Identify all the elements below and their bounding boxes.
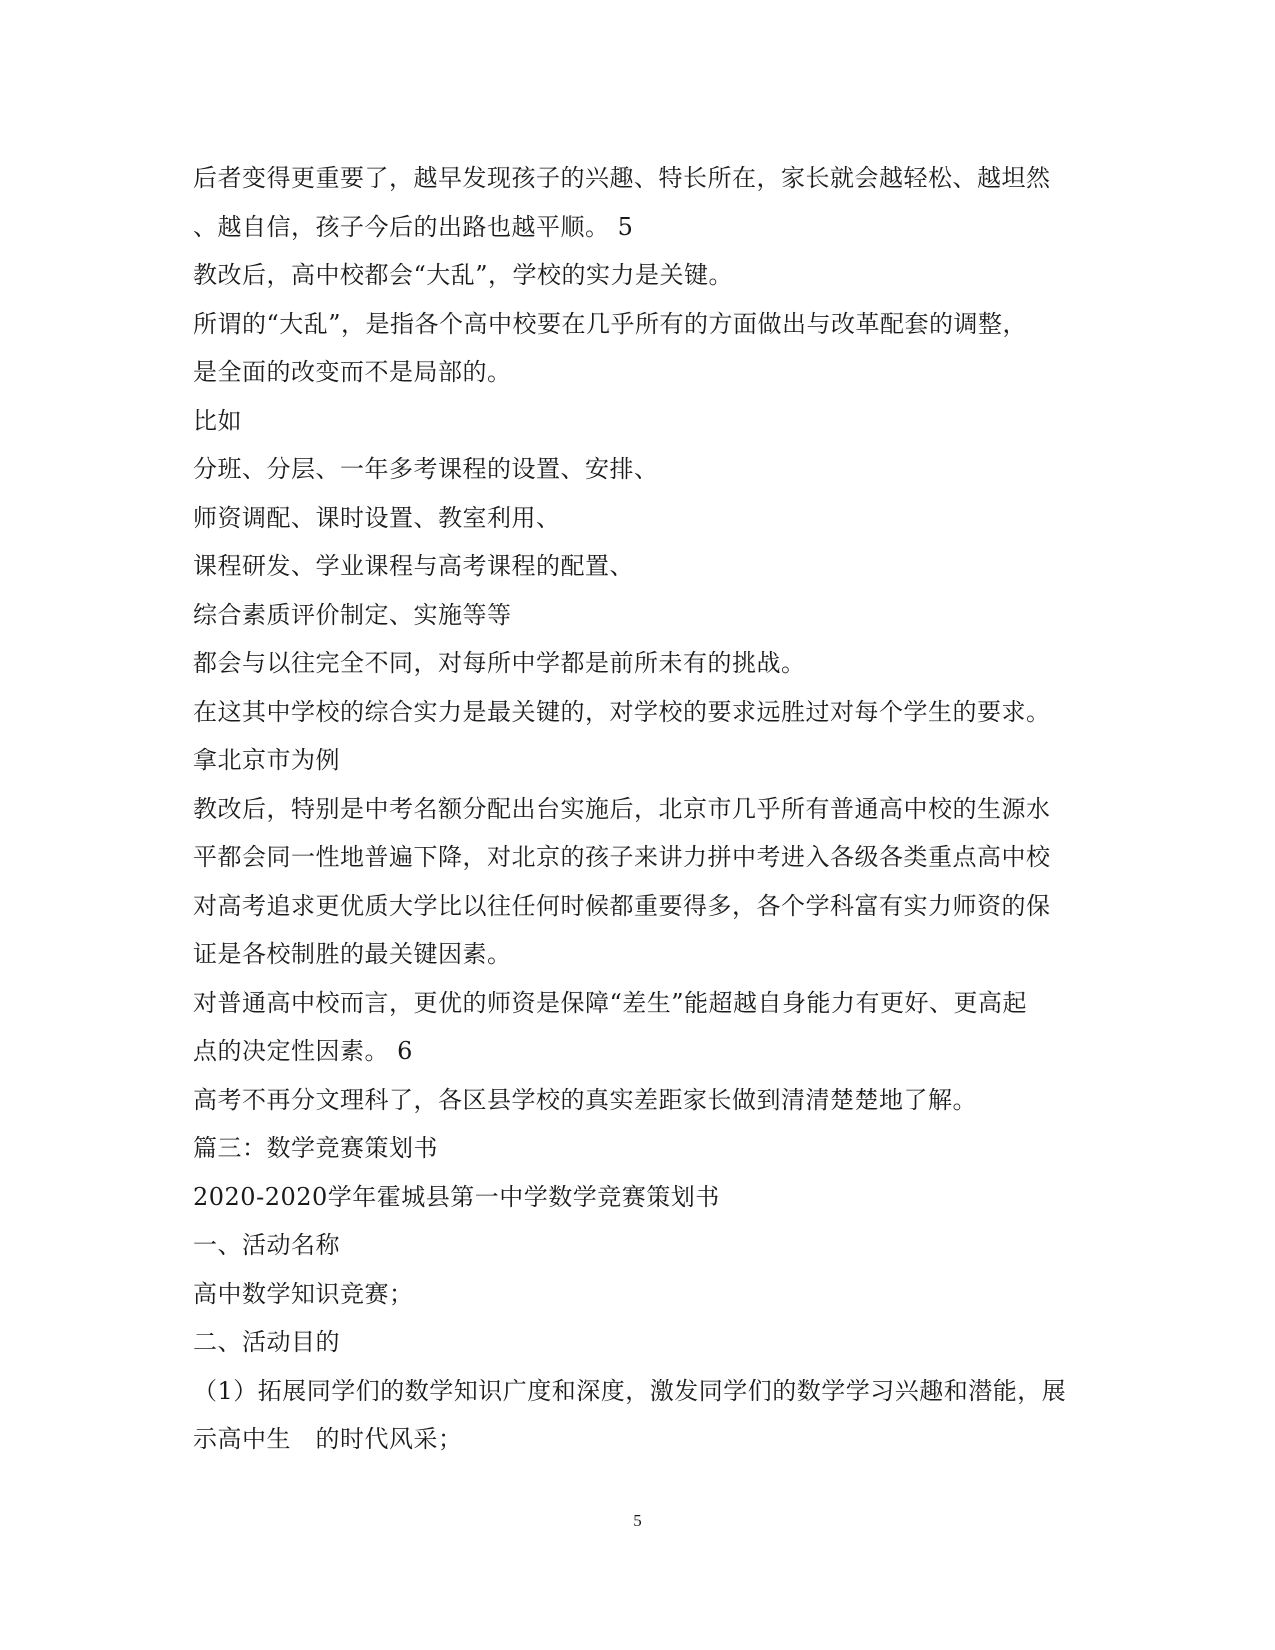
text-line: 分班、分层、一年多考课程的设置、安排、 — [193, 455, 659, 483]
text-line: 示高中生 的时代风采； — [193, 1425, 463, 1453]
text-line: 都会与以往完全不同，对每所中学都是前所未有的挑战。 — [193, 649, 806, 677]
text-line: 在这其中学校的综合实力是最关键的，对学校的要求远胜过对每个学生的要求。 — [193, 697, 1051, 726]
text-line: 所谓的“大乱”，是指各个高中校要在几乎所有的方面做出与改革配套的调整， — [193, 309, 1028, 338]
section-heading: 篇三：数学竞赛策划书 — [193, 1134, 438, 1162]
text-line: 比如 — [193, 406, 242, 435]
text-line: 对高考追求更优质大学比以往任何时候都重要得多，各个学科富有实力师资的保 — [193, 891, 1051, 920]
text-line: 教改后，高中校都会“大乱”，学校的实力是关键。 — [193, 261, 734, 289]
text-line: 对普通高中校而言，更优的师资是保障“差生”能超越自身能力有更好、更高起 — [193, 988, 1028, 1017]
subsection-heading: 二、活动目的 — [193, 1328, 340, 1356]
text-line: 平都会同一性地普遍下降，对北京的孩子来讲力拼中考进入各级各类重点高中校 — [193, 843, 1051, 871]
subsection-heading: 一、活动名称 — [193, 1231, 340, 1259]
text-line: 高考不再分文理科了，各区县学校的真实差距家长做到清清楚楚地了解。 — [193, 1085, 977, 1114]
text-line: 拿北京市为例 — [193, 746, 340, 774]
text-line: 点的决定性因素。 6 — [193, 1037, 413, 1065]
text-line: 高中数学知识竞赛； — [193, 1279, 414, 1308]
text-line: （1）拓展同学们的数学知识广度和深度，激发同学们的数学学习兴趣和潜能，展 — [193, 1376, 1067, 1405]
text-line: 师资调配、课时设置、教室利用、 — [193, 503, 561, 532]
text-line: 证是各校制胜的最关键因素。 — [193, 940, 512, 968]
text-line: 是全面的改变而不是局部的。 — [193, 358, 512, 386]
text-line: 、越自信，孩子今后的出路也越平顺。 5 — [193, 212, 634, 241]
page-number: 5 — [633, 1511, 642, 1530]
text-line: 课程研发、学业课程与高考课程的配置、 — [193, 552, 634, 580]
text-line: 后者变得更重要了，越早发现孩子的兴趣、特长所在，家长就会越轻松、越坦然 — [193, 164, 1051, 192]
text-line: 综合素质评价制定、实施等等 — [193, 600, 512, 629]
body-text — [193, 154, 1093, 1464]
document-title: 2020-2020学年霍城县第一中学数学竞赛策划书 — [193, 1182, 720, 1211]
text-line: 教改后，特别是中考名额分配出台实施后，北京市几乎所有普通高中校的生源水 — [193, 794, 1051, 823]
